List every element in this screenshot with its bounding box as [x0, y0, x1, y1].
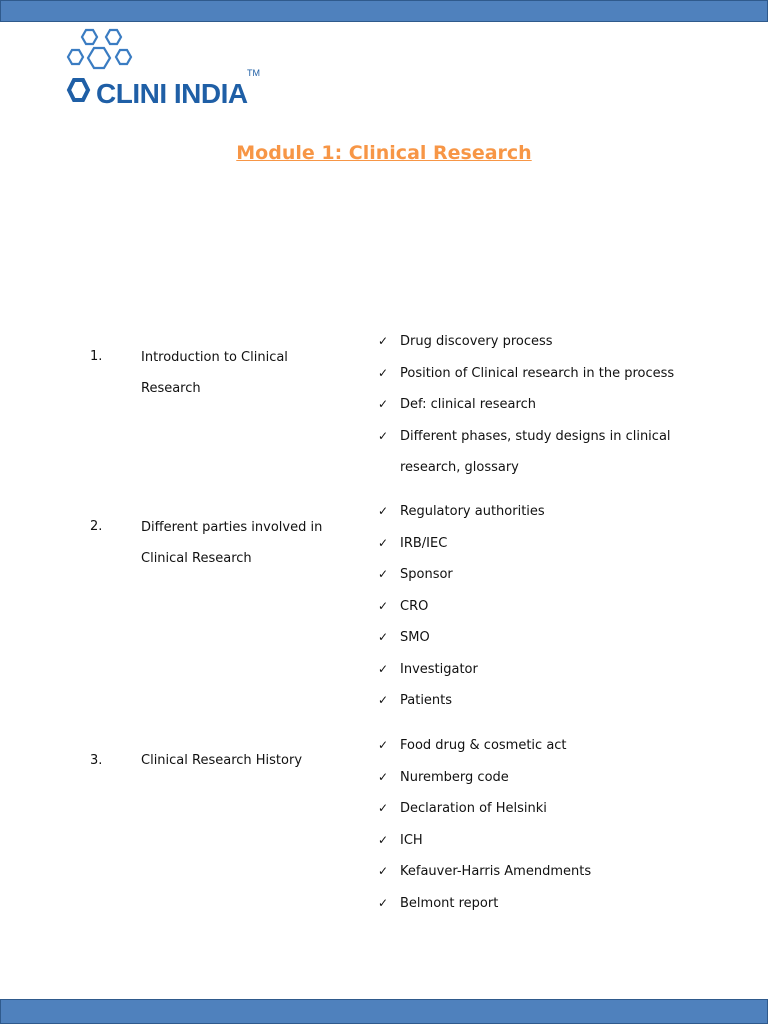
checkmark-icon: ✓: [378, 630, 389, 644]
top-header-bar: [0, 0, 768, 22]
checkmark-icon: ✓: [378, 693, 389, 707]
checkmark-icon: ✓: [378, 864, 389, 878]
section-number: 3.: [90, 753, 103, 768]
checkmark-icon: ✓: [378, 365, 389, 380]
list-item: ✓ Drug discovery process: [378, 326, 718, 358]
list-item: ✓ Patients: [378, 685, 718, 717]
checkmark-icon: ✓: [378, 769, 389, 784]
trademark-mark: TM: [247, 68, 260, 78]
list-item: ✓ Declaration of Helsinki: [378, 793, 718, 825]
bottom-footer-bar: [0, 999, 768, 1024]
checkmark-icon: ✓: [378, 832, 389, 847]
checkmark-icon: ✓: [378, 535, 389, 550]
section-topic: Different parties involved in Clinical Research: [141, 520, 323, 566]
list-item: ✓ ICH: [378, 825, 718, 857]
section-number: 2.: [90, 519, 103, 534]
list-item: ✓ Nuremberg code: [378, 762, 718, 794]
checkmark-icon: ✓: [378, 334, 389, 348]
list-item: ✓ Different phases, study designs in clinical research, glossary: [378, 421, 718, 484]
logo-text: CLINI INDIA: [96, 78, 248, 109]
checkmark-icon: ✓: [378, 661, 389, 676]
page-title: Module 1: Clinical Research: [236, 142, 532, 164]
list-item: ✓ CRO: [378, 591, 718, 623]
checkmark-icon: ✓: [378, 801, 389, 815]
list-item: ✓ Belmont report: [378, 888, 718, 920]
checkmark-icon: ✓: [378, 895, 389, 910]
checkmark-icon: ✓: [378, 397, 389, 411]
topic-list: [378, 730, 718, 919]
checkmark-icon: ✓: [378, 598, 389, 613]
section-topic: Introduction to Clinical Research: [141, 350, 288, 396]
checkmark-icon: ✓: [378, 567, 389, 581]
list-item: ✓ Def: clinical research: [378, 389, 718, 421]
list-item: ✓ Position of Clinical research in the process: [378, 358, 718, 390]
list-item: ✓ Regulatory authorities: [378, 496, 718, 528]
list-item: ✓ Sponsor: [378, 559, 718, 591]
topic-list: [378, 326, 718, 484]
topic-list: [378, 496, 718, 717]
checkmark-icon: ✓: [378, 738, 389, 752]
checkmark-icon: ✓: [378, 428, 389, 443]
list-item: ✓ Investigator: [378, 654, 718, 686]
list-item: ✓ IRB/IEC: [378, 528, 718, 560]
list-item: ✓ SMO: [378, 622, 718, 654]
checkmark-icon: ✓: [378, 504, 389, 518]
section-number: 1.: [90, 349, 103, 364]
list-item: ✓ Kefauver-Harris Amendments: [378, 856, 718, 888]
section-topic: Clinical Research History: [141, 753, 303, 768]
list-item: ✓ Food drug & cosmetic act: [378, 730, 718, 762]
